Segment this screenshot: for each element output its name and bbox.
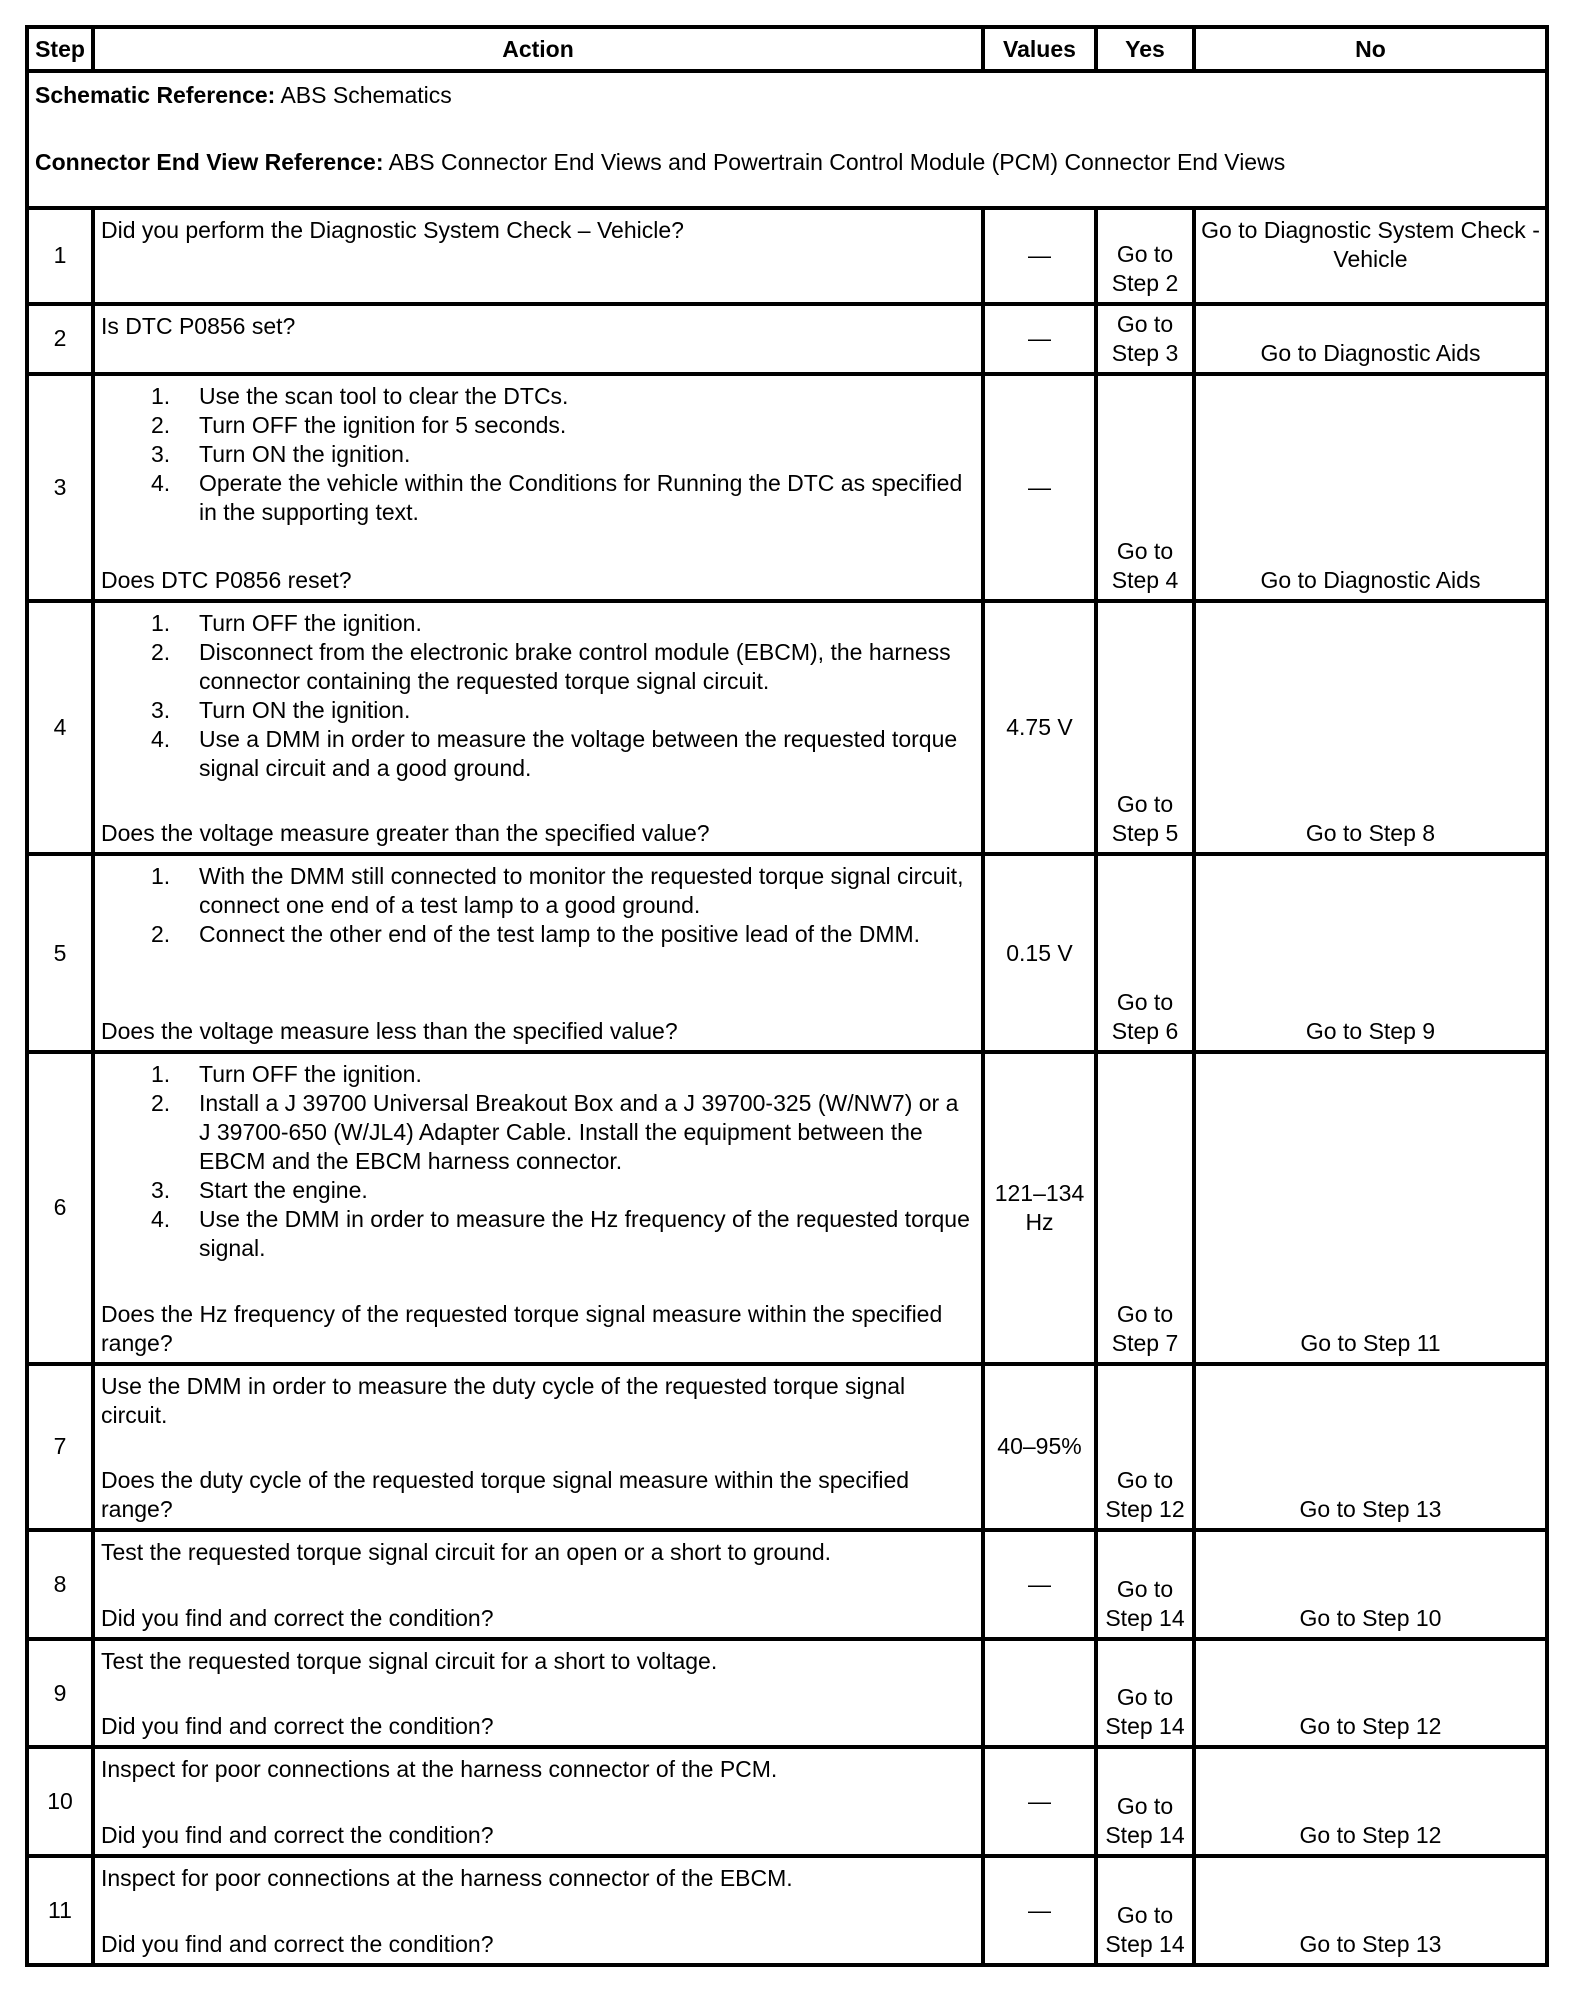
action-step-item: Turn OFF the ignition for 5 seconds.: [199, 412, 567, 439]
yes-link[interactable]: Go to Step 5: [1096, 601, 1194, 855]
schematic-reference: [35, 81, 1539, 110]
action-instructions: [101, 216, 975, 245]
action-cell: [93, 304, 983, 374]
action-content: [101, 1755, 975, 1850]
action-instructions: [101, 312, 975, 341]
header-yes: Yes: [1096, 27, 1194, 71]
step-number: 10: [27, 1747, 93, 1856]
action-step-item: Turn OFF the ignition.: [199, 609, 422, 636]
action-instructions: [101, 1538, 975, 1567]
action-question: Did you find and correct the condition?: [101, 1604, 494, 1631]
yes-link[interactable]: Go to Step 14: [1096, 1856, 1194, 1965]
no-link[interactable]: Go to Step 12: [1194, 1747, 1547, 1856]
header-values: Values: [983, 27, 1096, 71]
action-step-item: Turn OFF the ignition.: [199, 1060, 422, 1087]
action-instructions: [101, 609, 975, 783]
header-no: No: [1194, 27, 1547, 71]
value-cell: —: [983, 304, 1096, 374]
action-cell: [93, 601, 983, 855]
no-link[interactable]: Go to Step 11: [1194, 1052, 1547, 1364]
reference-row: [27, 71, 1547, 208]
step-number: 7: [27, 1364, 93, 1530]
connector-reference-link[interactable]: ABS Connector End Views and Powertrain Control Module (PCM) Connector End Views: [388, 149, 1286, 175]
action-steps-list: [101, 1060, 975, 1263]
action-step-item: Use the DMM in order to measure the Hz frequency of the requested torque signal.: [199, 1205, 970, 1261]
action-step-item: Connect the other end of the test lamp to the positive lead of the DMM.: [199, 921, 921, 948]
action-instructions: [101, 1647, 975, 1676]
table-row: [27, 304, 1547, 374]
yes-link[interactable]: Go to Step 12: [1096, 1364, 1194, 1530]
action-question: Does the voltage measure less than the specified value?: [101, 1017, 678, 1044]
step-number: 5: [27, 854, 93, 1051]
action-step-item: Install a J 39700 Universal Breakout Box and a J 39700-325 (W/NW7) or a J 39700-650 (W/JL4) Adapter Cable. Install the equipment between the EBCM and the EBCM harness connector.: [199, 1089, 959, 1174]
action-question: Did you find and correct the condition?: [101, 1931, 494, 1957]
table-row: [27, 1052, 1547, 1364]
action-intro: Test the requested torque signal circuit for an open or a short to ground.: [101, 1538, 832, 1565]
table-row: [27, 1364, 1547, 1530]
yes-link[interactable]: Go to Step 3: [1096, 304, 1194, 374]
action-content: [101, 312, 975, 368]
yes-link[interactable]: Go to Step 2: [1096, 208, 1194, 304]
action-cell: [93, 1747, 983, 1856]
action-question: Did you find and correct the condition?: [101, 1713, 494, 1740]
step-number: 11: [27, 1856, 93, 1965]
no-link[interactable]: Go to Step 8: [1194, 601, 1547, 855]
action-content: [101, 382, 975, 595]
action-question: Did you find and correct the condition?: [101, 1822, 494, 1849]
action-instructions: [101, 1060, 975, 1263]
diagnostic-table: [25, 25, 1549, 1967]
step-number: 9: [27, 1639, 93, 1748]
action-step-item: Use the scan tool to clear the DTCs.: [199, 383, 569, 410]
action-cell: [93, 1856, 983, 1965]
value-cell: —: [983, 208, 1096, 304]
action-cell: [93, 1639, 983, 1748]
value-cell: —: [983, 374, 1096, 601]
value-cell: 0.15 V: [983, 854, 1096, 1051]
table-row: [27, 208, 1547, 304]
table-row: [27, 1639, 1547, 1748]
connector-reference-label: Connector End View Reference:: [35, 149, 384, 175]
action-cell: [93, 208, 983, 304]
yes-link[interactable]: Go to Step 4: [1096, 374, 1194, 601]
table-row: [27, 1856, 1547, 1965]
action-steps-list: [101, 609, 975, 783]
action-instructions: [101, 382, 975, 527]
value-cell: —: [983, 1530, 1096, 1639]
no-link[interactable]: Go to Diagnostic System Check - Vehicle: [1194, 208, 1547, 304]
action-content: [101, 1647, 975, 1742]
action-cell: [93, 1364, 983, 1530]
action-step-item: Turn ON the ignition.: [199, 441, 411, 468]
header-row: [27, 27, 1547, 71]
action-cell: [93, 374, 983, 601]
step-number: 2: [27, 304, 93, 374]
action-question: Does the Hz frequency of the requested torque signal measure within the specified range?: [101, 1300, 943, 1356]
no-link[interactable]: Go to Step 9: [1194, 854, 1547, 1051]
action-cell: [93, 1530, 983, 1639]
action-intro: Inspect for poor connections at the harness connector of the PCM.: [101, 1756, 778, 1783]
action-intro: Test the requested torque signal circuit for a short to voltage.: [101, 1647, 718, 1674]
step-number: 8: [27, 1530, 93, 1639]
yes-link[interactable]: Go to Step 14: [1096, 1747, 1194, 1856]
value-cell: 4.75 V: [983, 601, 1096, 855]
value-cell: [983, 1639, 1096, 1748]
no-link[interactable]: Go to Step 13: [1194, 1364, 1547, 1530]
value-cell: 40–95%: [983, 1364, 1096, 1530]
connector-reference: [35, 148, 1539, 177]
yes-link[interactable]: Go to Step 14: [1096, 1639, 1194, 1748]
no-link[interactable]: Go to Step 10: [1194, 1530, 1547, 1639]
action-instructions: [101, 1372, 975, 1430]
action-instructions: [101, 1864, 975, 1893]
action-content: [101, 609, 975, 849]
action-question: Does the duty cycle of the requested torque signal measure within the specified range?: [101, 1466, 910, 1522]
action-intro: Use the DMM in order to measure the duty cycle of the requested torque signal circuit.: [101, 1372, 906, 1428]
yes-link[interactable]: Go to Step 14: [1096, 1530, 1194, 1639]
no-link[interactable]: Go to Diagnostic Aids: [1194, 374, 1547, 601]
action-cell: [93, 854, 983, 1051]
table-row: [27, 1747, 1547, 1856]
no-link[interactable]: Go to Step 13: [1194, 1856, 1547, 1965]
action-question: Did you perform the Diagnostic System Check – Vehicle?: [101, 216, 684, 243]
action-step-item: Turn ON the ignition.: [199, 696, 411, 723]
value-cell: —: [983, 1856, 1096, 1965]
action-question: Is DTC P0856 set?: [101, 312, 296, 339]
step-number: 6: [27, 1052, 93, 1364]
table-row: [27, 854, 1547, 1051]
no-link[interactable]: Go to Diagnostic Aids: [1194, 304, 1547, 374]
action-instructions: [101, 862, 975, 949]
action-step-item: Disconnect from the electronic brake control module (EBCM), the harness connector containing the requested torque signal circuit.: [199, 638, 951, 694]
table-row: [27, 1530, 1547, 1639]
action-content: [101, 862, 975, 1045]
action-steps-list: [101, 382, 975, 527]
table-row: [27, 601, 1547, 855]
table-row: [27, 374, 1547, 601]
action-content: [101, 1864, 975, 1959]
action-intro: Inspect for poor connections at the harness connector of the EBCM.: [101, 1865, 793, 1892]
action-question: Does DTC P0856 reset?: [101, 566, 352, 593]
step-number: 4: [27, 601, 93, 855]
action-instructions: [101, 1755, 975, 1784]
action-cell: [93, 1052, 983, 1364]
action-content: [101, 1372, 975, 1524]
value-cell: —: [983, 1747, 1096, 1856]
schematic-reference-label: Schematic Reference:: [35, 82, 276, 108]
header-action: Action: [93, 27, 983, 71]
action-step-item: Start the engine.: [199, 1176, 368, 1203]
action-step-item: With the DMM still connected to monitor the requested torque signal circuit, connect one end of a test lamp to a good ground.: [199, 863, 964, 919]
action-content: [101, 1060, 975, 1358]
action-content: [101, 1538, 975, 1633]
value-cell: 121–134 Hz: [983, 1052, 1096, 1364]
reference-cell: [27, 71, 1547, 208]
action-step-item: Operate the vehicle within the Conditions for Running the DTC as specified in the supporting text.: [199, 470, 963, 526]
no-link[interactable]: Go to Step 12: [1194, 1639, 1547, 1748]
action-steps-list: [101, 862, 975, 949]
yes-link[interactable]: Go to Step 7: [1096, 1052, 1194, 1364]
step-number: 1: [27, 208, 93, 304]
step-number: 3: [27, 374, 93, 601]
schematic-reference-link[interactable]: ABS Schematics: [280, 82, 452, 108]
header-step: Step: [27, 27, 93, 71]
action-question: Does the voltage measure greater than the specified value?: [101, 820, 710, 847]
action-content: [101, 216, 975, 298]
yes-link[interactable]: Go to Step 6: [1096, 854, 1194, 1051]
action-step-item: Use a DMM in order to measure the voltage between the requested torque signal circuit and a good ground.: [199, 725, 958, 781]
